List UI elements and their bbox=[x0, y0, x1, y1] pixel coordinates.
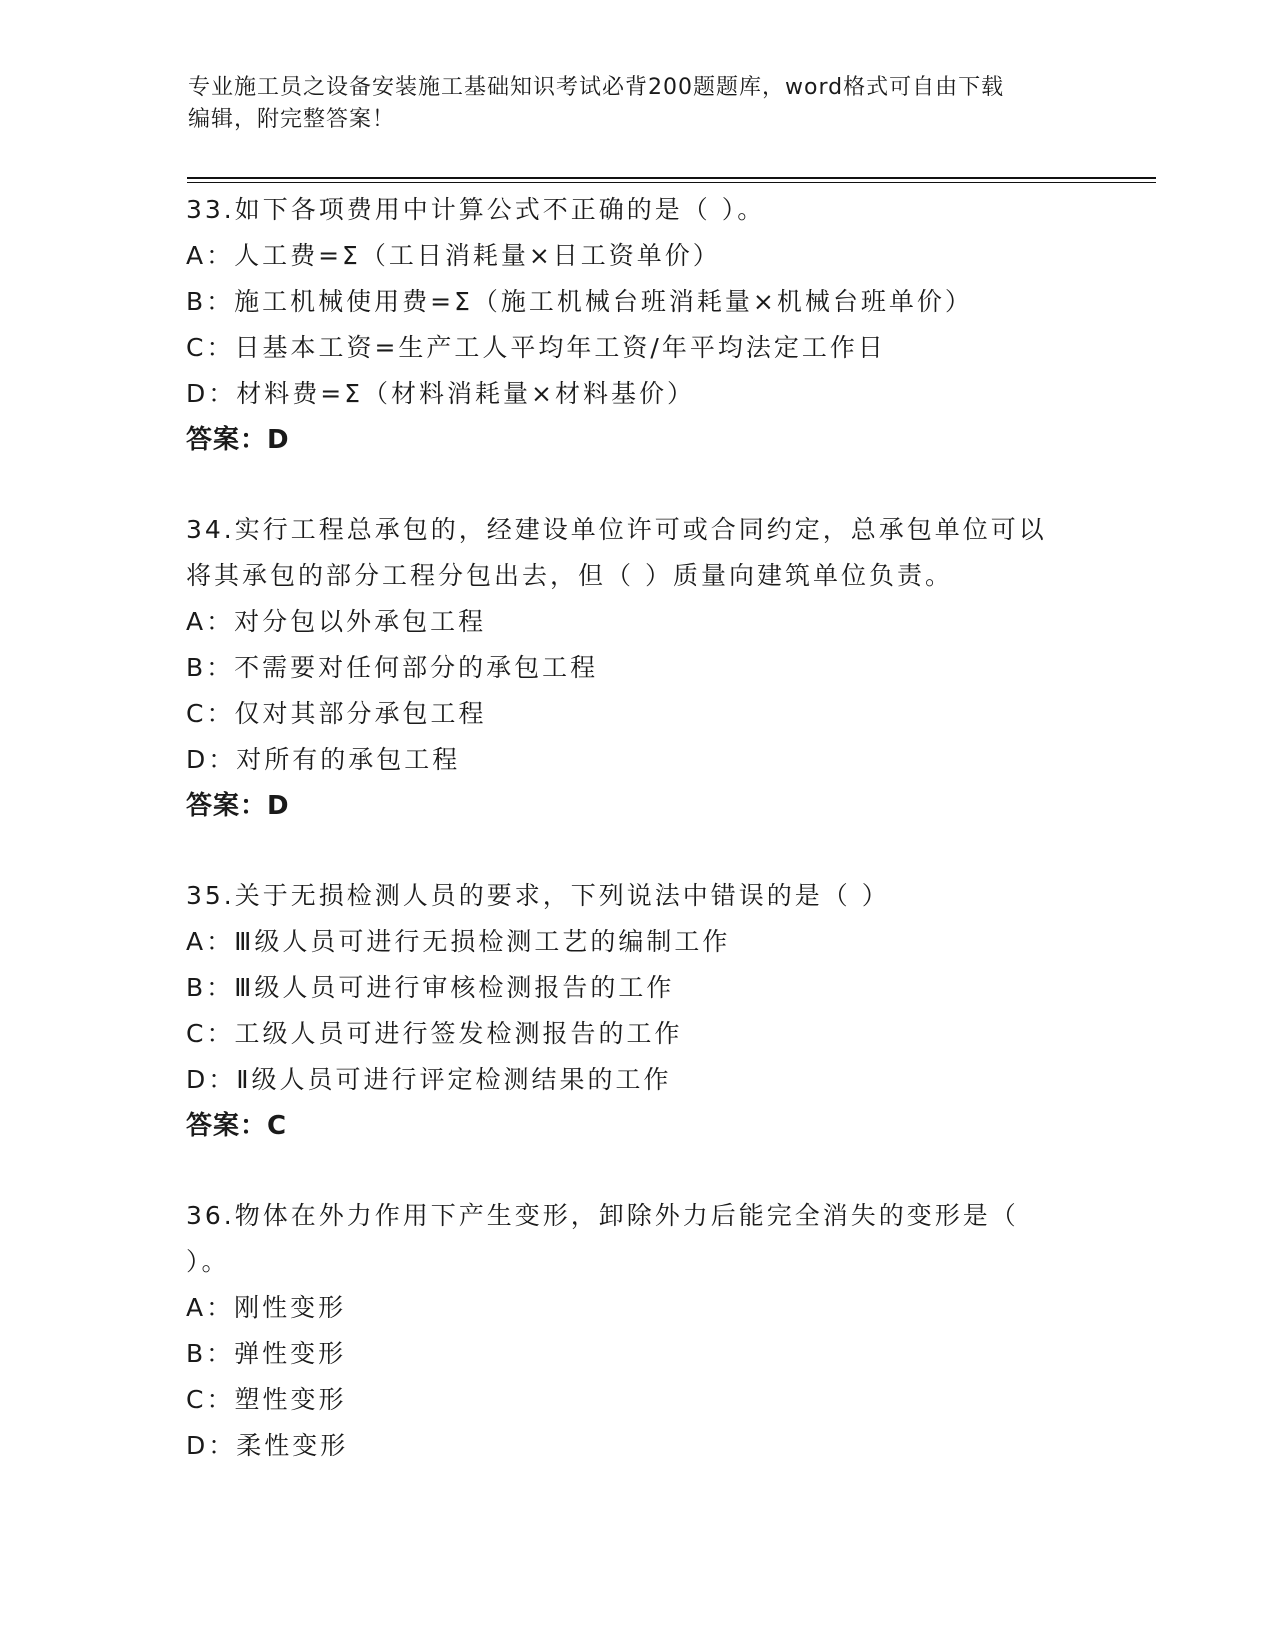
document-header bbox=[188, 72, 1088, 136]
option-b: B：弹性变形 bbox=[186, 1339, 347, 1368]
header-divider-thick bbox=[187, 177, 1156, 179]
question-33 bbox=[186, 187, 1146, 463]
question-stem: 35.关于无损检测人员的要求，下列说法中错误的是（ ） bbox=[186, 881, 890, 910]
header-line-2: 编辑，附完整答案！ bbox=[188, 107, 396, 132]
answer-line: 答案：C bbox=[186, 1111, 288, 1141]
question-35 bbox=[186, 873, 1146, 1149]
option-c: C：塑性变形 bbox=[186, 1385, 347, 1414]
option-d: D：对所有的承包工程 bbox=[186, 745, 461, 774]
option-c: C：日基本工资=生产工人平均年工资/年平均法定工作日 bbox=[186, 333, 886, 362]
header-line-1: 专业施工员之设备安装施工基础知识考试必背200题题库，word格式可自由下载 bbox=[188, 75, 1005, 100]
answer-line: 答案：D bbox=[186, 791, 290, 821]
question-stem-continued: 将其承包的部分工程分包出去，但（ ）质量向建筑单位负责。 bbox=[186, 561, 953, 590]
question-stem: 33.如下各项费用中计算公式不正确的是（ ）。 bbox=[186, 195, 766, 224]
option-b: B：Ⅲ级人员可进行审核检测报告的工作 bbox=[186, 973, 675, 1002]
option-a: A：人工费=Σ（工日消耗量×日工资单价） bbox=[186, 241, 721, 270]
question-stem: 34.实行工程总承包的，经建设单位许可或合同约定，总承包单位可以 bbox=[186, 515, 1047, 544]
question-36 bbox=[186, 1193, 1146, 1469]
question-stem: 36.物体在外力作用下产生变形，卸除外力后能完全消失的变形是（ bbox=[186, 1201, 1019, 1230]
option-a: A：Ⅲ级人员可进行无损检测工艺的编制工作 bbox=[186, 927, 731, 956]
option-c: C：仅对其部分承包工程 bbox=[186, 699, 487, 728]
question-34 bbox=[186, 507, 1146, 829]
option-c: C：工级人员可进行签发检测报告的工作 bbox=[186, 1019, 683, 1048]
option-b: B：不需要对任何部分的承包工程 bbox=[186, 653, 599, 682]
option-d: D：Ⅱ级人员可进行评定检测结果的工作 bbox=[186, 1065, 672, 1094]
option-a: A：对分包以外承包工程 bbox=[186, 607, 487, 636]
header-divider-thin bbox=[187, 182, 1156, 183]
question-stem-continued: ）。 bbox=[186, 1247, 230, 1276]
answer-line: 答案：D bbox=[186, 425, 290, 455]
question-list bbox=[186, 187, 1146, 1469]
option-d: D：材料费=Σ（材料消耗量×材料基价） bbox=[186, 379, 695, 408]
option-a: A：刚性变形 bbox=[186, 1293, 347, 1322]
option-d: D：柔性变形 bbox=[186, 1431, 349, 1460]
option-b: B：施工机械使用费=Σ（施工机械台班消耗量×机械台班单价） bbox=[186, 287, 973, 316]
